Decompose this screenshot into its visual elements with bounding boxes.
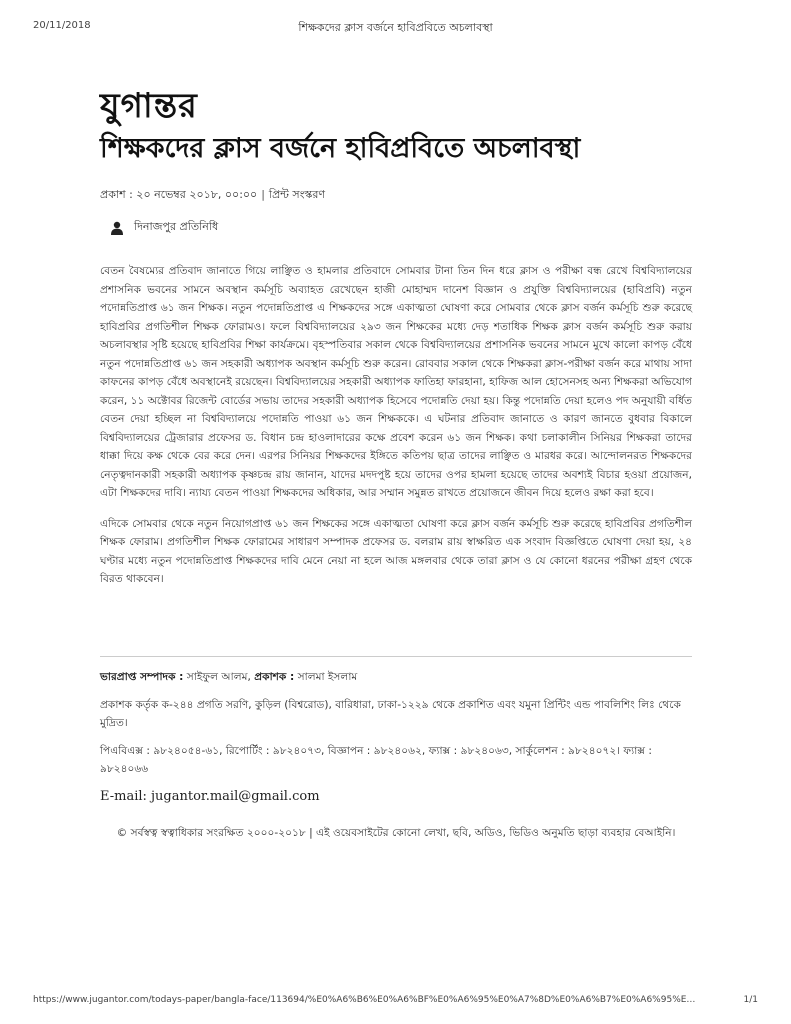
article-headline: শিক্ষকদের ক্লাস বর্জনে হাবিপ্রবিতে অচলাবস্থা — [100, 133, 581, 164]
publisher-label: প্রকাশক : — [254, 671, 295, 683]
copyright-notice: © সর্বস্বত্ব স্বত্বাধিকার সংরক্ষিত ২০০০-২০১৮ | এই ওয়েবসাইটের কোনো লেখা, ছবি, অডিও, ভিডিও অনুমতি ছাড়া ব্যবহার বেআইনি। — [116, 827, 676, 839]
article-meta — [100, 186, 325, 205]
article-paragraph: বেতন বৈষম্যের প্রতিবাদ জানাতে গিয়ে লাঞ্ছিত ও হামলার প্রতিবাদে সোমবার টানা তিন দিন ধরে ক্লাস ও পরীক্ষা বন্ধ রেখে বিশ্ববিদ্যালয়ের প্রশাসনিক ভবনের সামনে অবস্থান কর্মসূচি অব্যাহত রেখেছেন হাজী মোহাম্মদ দানেশ বিজ্ঞান ও প্রযুক্তি বিশ্ববিদ্যালয়ের (হাবিপ্রবি) নতুন পদোন্নতিপ্রাপ্ত ৬১ জন শিক্ষক। নতুন পদোন্নতিপ্রাপ্ত এ শিক্ষকদের সঙ্গে একাত্মতা ঘোষণা করে সোমবার থেকে ক্লাস বর্জন কর্মসূচি শুরু করেছে হাবিপ্রবির প্রগতিশীল শিক্ষক ফোরামও। ফলে বিশ্ববিদ্যালয়ের ২৯৩ জন শিক্ষকের মধ্যে দেড় শতাধিক শিক্ষক ক্লাস বর্জন কর্মসূচি শুরু করায় অচলাবস্থার সৃষ্টি হয়েছে হাবিপ্রবির শিক্ষা কার্যক্রমে। বৃহস্পতিবার সকাল থেকে বিশ্ববিদ্যালয়ের প্রশাসনিক ভবনের সামনে মুখে কালো কাপড় বেঁধে নতুন পদোন্নতিপ্রাপ্ত ৬১ জন সহকারী অধ্যাপক অবস্থান কর্মসূচি শুরু করেন। রোববার সকাল থেকে শিক্ষকরা ক্লাস-পরীক্ষা বর্জন করে মাথায় সাদা কাফনের কাপড় বেঁধে অবস্থানেই রয়েছেন। বিশ্ববিদ্যালয়ের সহকারী অধ্যাপক ফাতিহা ফারহানা, হাফিজ আল হোসেনসহ অন্য শিক্ষকরা অভিযোগ করেন, ১১ অক্টোবর রিজেন্ট বোর্ডের সভায় তাদের সহকারী অধ্যাপক হিসেবে পদোন্নতি দেয়া হয়। কিন্তু পদোন্নতি দেয়া হলেও পদ অনুযায়ী বর্ধিত বেতন দেয়া হচ্ছিল না বিশ্ববিদ্যালয়ে পদোন্নতি পাওয়া ৬১ জন শিক্ষককে। এ ঘটনার প্রতিবাদ জানাতে ও কারণ জানতে বুধবার বিকালে বিশ্ববিদ্যালয়ের ট্রেজারার প্রফেসর ড. বিধান চন্দ্র হাওলাদারের কক্ষে প্রবেশ করেন ৬১ জন শিক্ষক। কথা চলাকালীন সিনিয়র শিক্ষকরা তাদের ধাক্কা দিয়ে কক্ষ থেকে বের করে দেন। এরপর সিনিয়র শিক্ষকদের ইঙ্গিতে কতিপয় ছাত্র তাদের লাঞ্ছিত ও মারধর করে। আন্দোলনরত শিক্ষকদের নেতৃত্বদানকারী সহকারী অধ্যাপক কৃষ্ণচন্দ্র রায় জানান, যাদের মদদপুষ্ট হয়ে তাদের ওপর হামলা হয়েছে তাদের অবশ্যই বিচার হওয়া প্রয়োজন, এটা শিক্ষকদের দাবি। ন্যায্য বেতন পাওয়া শিক্ষকদের অধিকার, আর সম্মান সমুন্নত রাখতে প্রয়োজনে জীবন দিয়ে হলেও রক্ষা করা হবে। — [100, 265, 692, 499]
site-logo[interactable]: যুগান্তর — [100, 86, 198, 126]
publisher-name: সালমা ইসলাম — [297, 671, 358, 683]
user-icon — [110, 221, 124, 235]
article-paragraph: এদিকে সোমবার থেকে নতুন নিয়োগপ্রাপ্ত ৬১ জন শিক্ষকের সঙ্গে একাত্মতা ঘোষণা করে ক্লাস বর্জন কর্মসূচি শুরু করেছে হাবিপ্রবির প্রগতিশীল শিক্ষক ফোরাম। প্রগতিশীল শিক্ষক ফোরামের সাধারণ সম্পাদক প্রফেসর ড. বলরাম রায় স্বাক্ষরিত এক সংবাদ বিজ্ঞপ্তিতে ঘোষণা দেয়া হয়, ২৪ ঘণ্টার মধ্যে নতুন পদোন্নতিপ্রাপ্ত শিক্ষকদের দাবি মেনে নেয়া না হলে আজ মঙ্গলবার থেকে তারা ক্লাস ও যে কোনো ধরনের পরীক্ষা গ্রহণ থেকে বিরত থাকবেন। — [100, 517, 692, 585]
print-url: https://www.jugantor.com/todays-paper/bangla-face/113694/%E0%A6%B6%E0%A6%BF%E0%A6%95%E0%A7%8D%E0%A6%B7%E0%A6%95%E… — [33, 995, 696, 1005]
print-header-title: শিক্ষকদের ক্লাস বর্জনে হাবিপ্রবিতে অচলাবস্থা — [298, 21, 493, 34]
meta-separator: | — [261, 188, 265, 201]
edition-label: প্রিন্ট সংস্করণ — [268, 188, 326, 201]
author-byline — [110, 218, 218, 237]
author-name: দিনাজপুর প্রতিনিধি — [134, 220, 219, 233]
article-body — [100, 262, 692, 601]
site-footer — [100, 668, 692, 852]
page-number: 1/1 — [743, 995, 758, 1005]
published-date: প্রকাশ : ২০ নভেম্বর ২০১৮, ০০:০০ — [100, 188, 258, 201]
contact-email[interactable]: E-mail: jugantor.mail@gmail.com — [100, 789, 320, 804]
editor-line — [100, 668, 692, 686]
print-date: 20/11/2018 — [33, 20, 91, 31]
editor-label: ভারপ্রাপ্ত সম্পাদক : — [100, 671, 184, 683]
publisher-address: প্রকাশক কর্তৃক ক-২৪৪ প্রগতি সরণি, কুড়িল (বিশ্বরোড), বারিধারা, ঢাকা-১২২৯ থেকে প্রকাশিত এবং যমুনা প্রিন্টিং এন্ড পাবলিশিং লিঃ থেকে মুদ্রিত। — [100, 699, 681, 729]
footer-divider — [100, 656, 692, 657]
contact-numbers: পিএবিএক্স : ৯৮২৪০৫৪-৬১, রিপোর্টিং : ৯৮২৪০৭৩, বিজ্ঞাপন : ৯৮২৪০৬২, ফ্যাক্স : ৯৮২৪০৬৩, সার্কুলেশন : ৯৮২৪০৭২। ফ্যাক্স : ৯৮২৪০৬৬ — [100, 745, 652, 775]
editor-name: সাইফুল আলম, — [186, 671, 251, 683]
